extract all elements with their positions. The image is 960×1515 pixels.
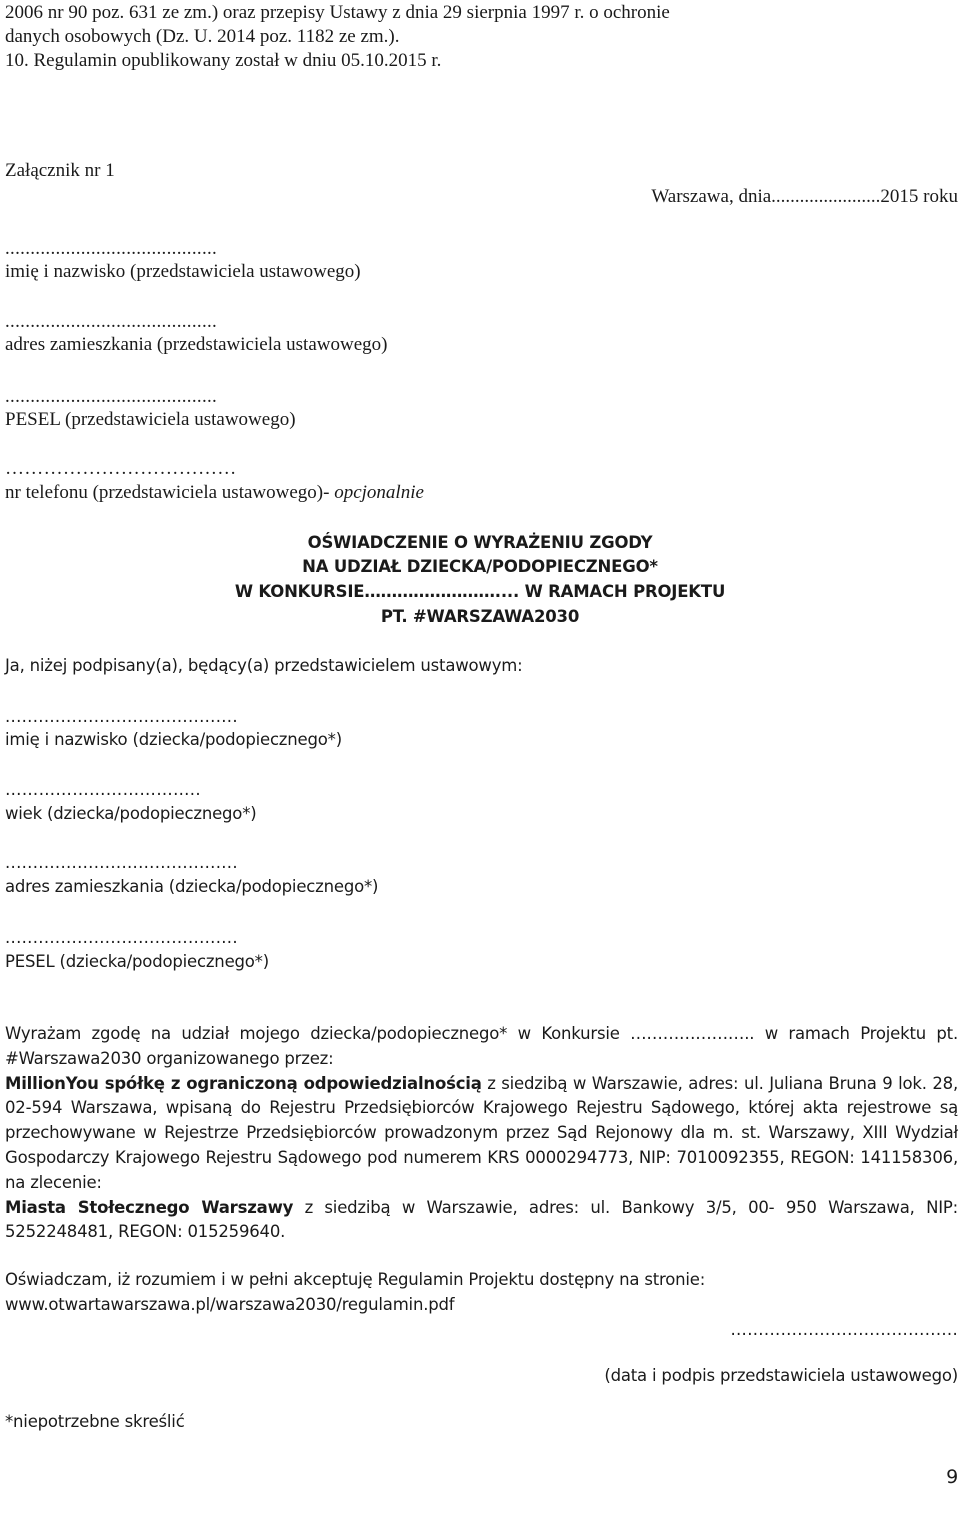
declaration-title-line: W KONKURSIE…………………….... W RAMACH PROJEKTU bbox=[234, 582, 726, 601]
fill-in-dots: .......................................... bbox=[5, 928, 238, 947]
text-line: 10. Regulamin opublikowany został w dniu 05.10.2015 r. bbox=[5, 50, 442, 71]
guardian-pesel-label: PESEL (przedstawiciela ustawowego) bbox=[5, 409, 296, 430]
consent-paragraph: Wyrażam zgodę na udział mojego dziecka/podopiecznego* w Konkursie ………………….. w ramach Projektu pt. #Warszawa2030 organizowanego przez: MillionYou spółkę z ograniczoną odpowiedzialnością z siedzibą w Warszawie, adres: ul. Juliana Bruna 9 lok. 28, 02-594 Warszawa, wpisaną do Rejestru Przedsiębiorców Krajowego Rejestru Sądowego, której akta rejestrowe są przechowywane w Rejestrze Przedsiębiorców prowadzonym przez Sąd Rejonowy dla m. st. Warszawy, XIII Wydział Gospodarczy Krajowego Rejestru Sądowego pod numerem KRS 0000294773, NIP: 7010092355, REGON: 141158306, na zlecenie: Miasta Stołecznego Warszawy z siedzibą w Warszawie, adres: ul. Bankowy 3/5, 00- 950 Warszawa, NIP: 5252248481, REGON: 015259640. bbox=[5, 1024, 958, 1242]
fill-in-dots: …………………………….. bbox=[5, 780, 201, 799]
text-line: danych osobowych (Dz. U. 2014 poz. 1182 ze zm.). bbox=[5, 26, 400, 47]
child-pesel-label: PESEL (dziecka/podopiecznego*) bbox=[5, 952, 269, 971]
fill-in-dots: ……………………………… bbox=[5, 458, 237, 479]
text-line: 2006 nr 90 poz. 631 ze zm.) oraz przepisy Ustawy z dnia 29 sierpnia 1997 r. o ochronie bbox=[5, 2, 670, 23]
page-number: 9 bbox=[946, 1466, 958, 1488]
fill-in-dots: .......................................... bbox=[5, 238, 218, 259]
fill-in-dots: .......................................... bbox=[5, 707, 238, 726]
declaration-title-line: NA UDZIAŁ DZIECKA/PODOPIECZNEGO* bbox=[302, 557, 658, 576]
regulations-url: www.otwartawarszawa.pl/warszawa2030/regulamin.pdf bbox=[5, 1295, 455, 1314]
place-date: Warszawa, dnia.......................2015 roku bbox=[651, 186, 958, 207]
fill-in-dots: .......................................... bbox=[5, 853, 238, 872]
attachment-title: Załącznik nr 1 bbox=[5, 160, 115, 181]
guardian-phone-label: nr telefonu (przedstawiciela ustawowego)- opcjonalnie bbox=[5, 482, 424, 503]
acceptance-text: Oświadczam, iż rozumiem i w pełni akceptuję Regulamin Projektu dostępny na stronie: bbox=[5, 1270, 706, 1289]
footnote: *niepotrzebne skreślić bbox=[5, 1412, 185, 1431]
fill-in-dots: .......................................... bbox=[5, 311, 218, 332]
declaration-title-line: OŚWIADCZENIE O WYRAŻENIU ZGODY bbox=[307, 533, 653, 552]
signature-dots: ……................................... bbox=[730, 1320, 958, 1339]
declaration-title-line: PT. #WARSZAWA2030 bbox=[380, 607, 580, 626]
fill-in-dots: .......................................... bbox=[5, 386, 218, 407]
child-name-label: imię i nazwisko (dziecka/podopiecznego*) bbox=[5, 730, 342, 749]
child-age-label: wiek (dziecka/podopiecznego*) bbox=[5, 804, 257, 823]
guardian-name-label: imię i nazwisko (przedstawiciela ustawowego) bbox=[5, 261, 361, 282]
intro-text: Ja, niżej podpisany(a), będący(a) przedstawicielem ustawowym: bbox=[5, 656, 523, 675]
guardian-address-label: adres zamieszkania (przedstawiciela ustawowego) bbox=[5, 334, 388, 355]
child-address-label: adres zamieszkania (dziecka/podopiecznego*) bbox=[5, 877, 379, 896]
signature-label: (data i podpis przedstawiciela ustawowego) bbox=[604, 1366, 958, 1385]
